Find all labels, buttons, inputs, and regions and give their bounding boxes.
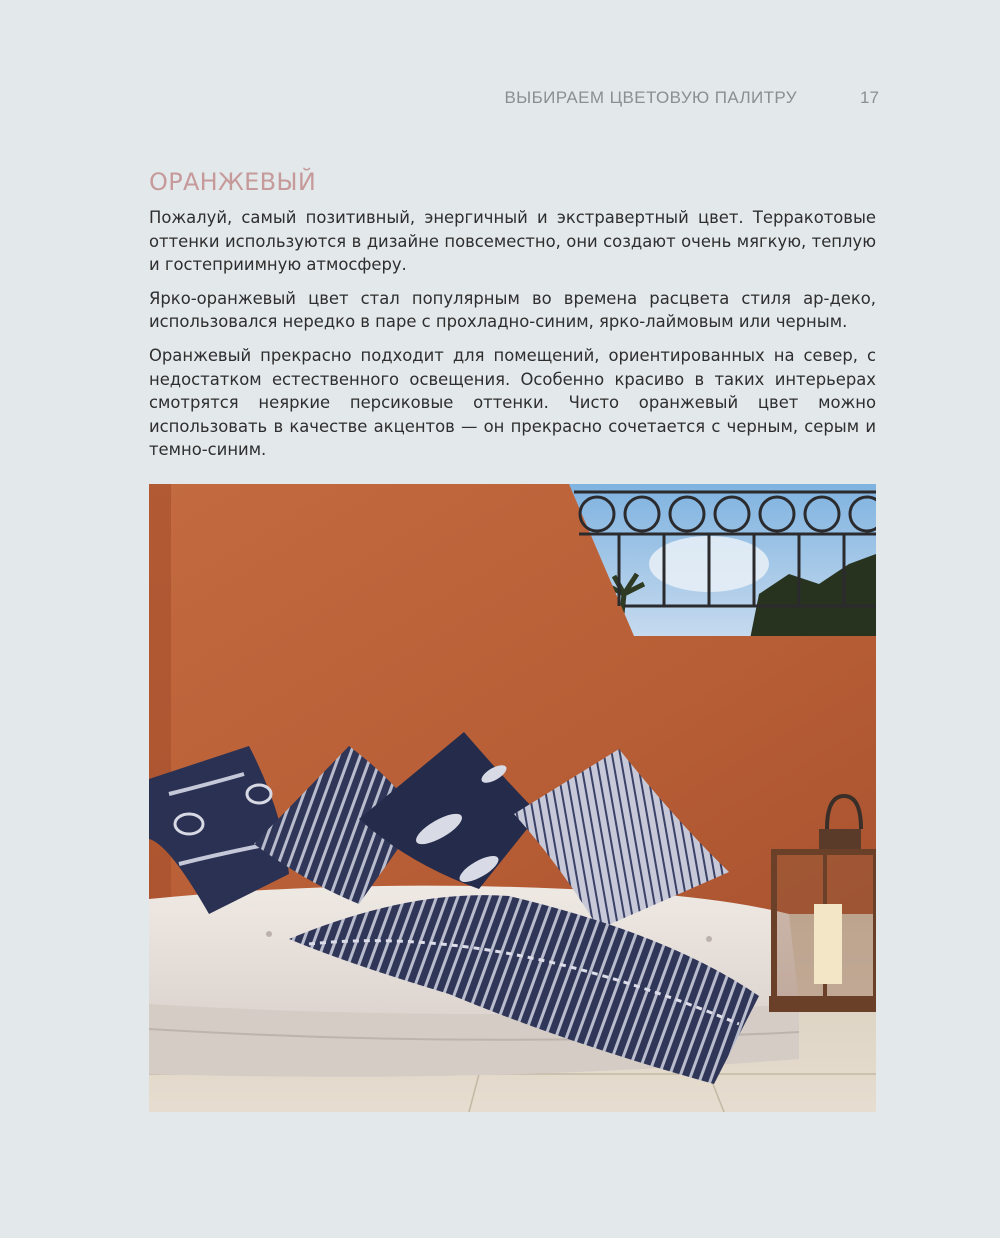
section-title: ОРАНЖЕВЫЙ <box>149 168 317 196</box>
page-number: 17 <box>860 88 879 107</box>
terrace-illustration <box>149 484 876 1112</box>
paragraph-3: Оранжевый прекрасно подходит для помещений, ориентированных на север, с недостатком естественного освещения. Особенно красиво в таких интерьерах смотрятся неяркие персиковые оттенки. Чисто оранжевый цвет можно использовать в качестве акцентов — он прекрасно сочетается с черным, серым и темно-синим. <box>149 345 876 460</box>
running-title: ВЫБИРАЕМ ЦВЕТОВУЮ ПАЛИТРУ <box>504 88 797 107</box>
wall-edge-shadow <box>149 484 171 922</box>
paragraph-1: Пожалуй, самый позитивный, энергичный и экстравертный цвет. Терракотовые оттенки используются в дизайне повсеместно, они создают очень мягкую, теплую и гостеприимную атмосферу. <box>149 208 876 275</box>
terrace-photo <box>149 484 876 1112</box>
paragraph-2: Ярко-оранжевый цвет стал популярным во времена расцвета стиля ар-деко, использовался нередко в паре с прохладно-синим, ярко-лаймовым или черным. <box>149 288 876 332</box>
body-text <box>149 206 876 472</box>
